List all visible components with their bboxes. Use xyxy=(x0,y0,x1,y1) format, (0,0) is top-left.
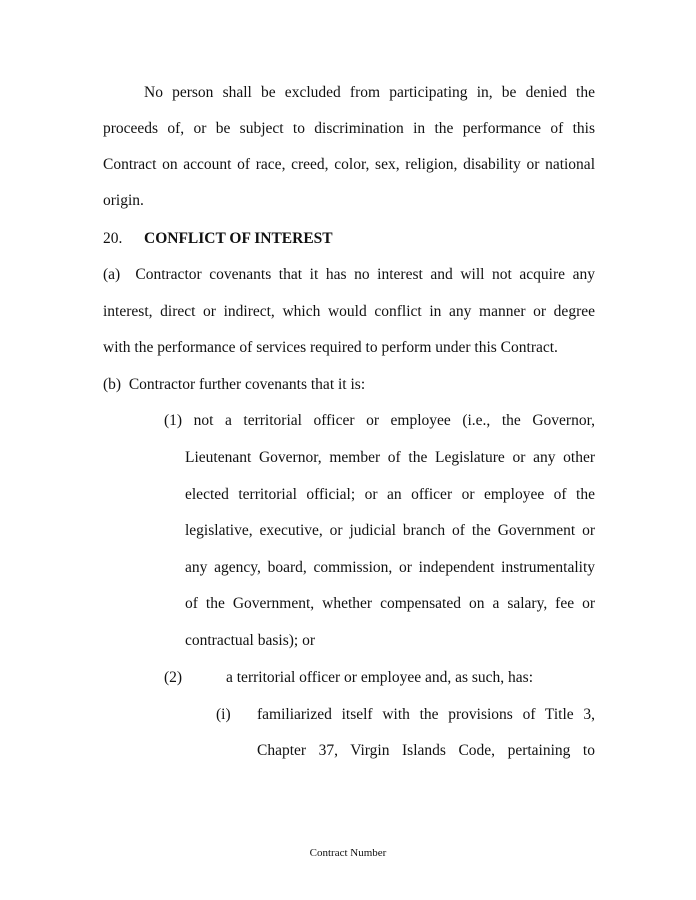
clause-b-text: (b) Contractor further covenants that it is: xyxy=(103,376,366,393)
item-2-i-line-2: Chapter 37, Virgin Islands Code, pertaining to xyxy=(257,742,595,759)
item-2-text: a territorial officer or employee and, as such, has: xyxy=(226,669,534,686)
clause-a-line-2: interest, direct or indirect, which would conflict in any manner or degree xyxy=(103,303,595,320)
footer-contract-number: Contract Number xyxy=(309,847,387,859)
paragraph-19-line-3: Contract on account of race, creed, color, sex, religion, disability or national xyxy=(103,156,595,173)
item-1-line-1: (1) not a territorial officer or employee (i.e., the Governor, xyxy=(164,412,595,429)
item-1-line-3: elected territorial official; or an officer or employee of the xyxy=(185,486,595,503)
item-2-marker: (2) xyxy=(164,669,183,686)
section-20-number: 20. xyxy=(103,230,123,247)
paragraph-19-line-2: proceeds of, or be subject to discrimination in the performance of this xyxy=(103,120,595,137)
item-1-line-7: contractual basis); or xyxy=(185,632,315,649)
paragraph-19-line-4: origin. xyxy=(103,192,144,209)
section-20-title: CONFLICT OF INTEREST xyxy=(144,230,333,247)
item-1-line-2: Lieutenant Governor, member of the Legislature or any other xyxy=(185,449,595,466)
item-1-line-5: any agency, board, commission, or independent instrumentality xyxy=(185,559,595,576)
clause-a-line-1: (a) Contractor covenants that it has no interest and will not acquire any xyxy=(103,266,595,283)
item-1-line-4: legislative, executive, or judicial branch of the Government or xyxy=(185,522,595,539)
item-2-i-line-1: familiarized itself with the provisions of Title 3, xyxy=(257,706,595,723)
clause-a-line-3: with the performance of services required to perform under this Contract. xyxy=(103,339,558,356)
item-2-i-marker: (i) xyxy=(216,706,231,723)
paragraph-19-line-1: No person shall be excluded from participating in, be denied the xyxy=(144,84,595,101)
item-1-line-6: of the Government, whether compensated on a salary, fee or xyxy=(185,595,595,612)
